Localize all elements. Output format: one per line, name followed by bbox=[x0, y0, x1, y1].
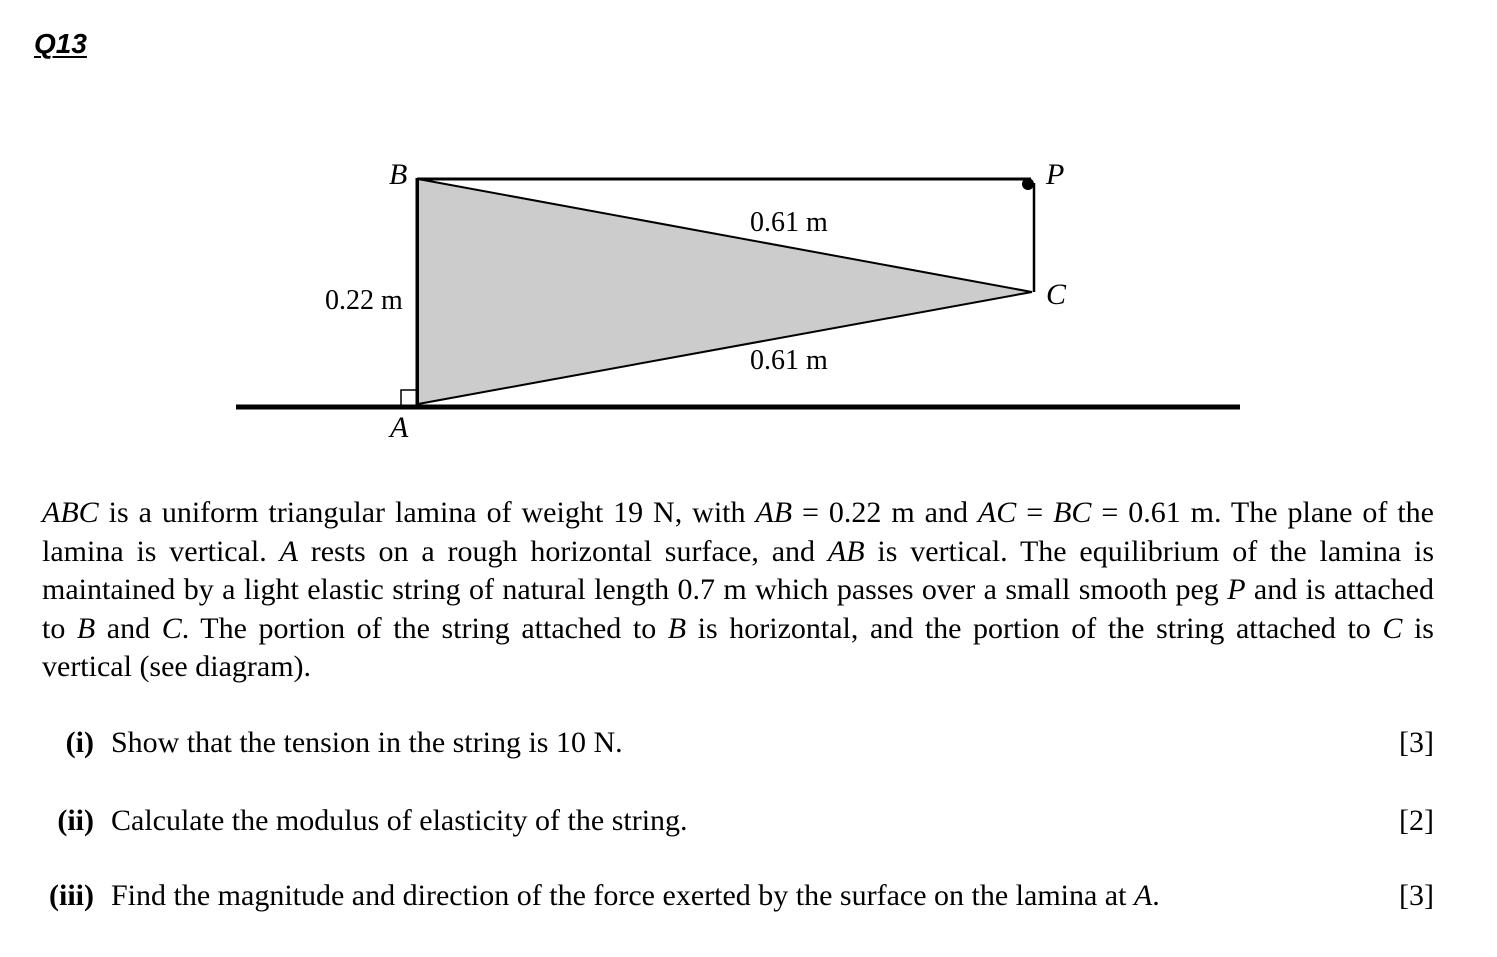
label-bc-length: 0.61 m bbox=[750, 207, 828, 238]
part-ii-text: Calculate the modulus of elasticity of the string. bbox=[111, 804, 688, 837]
part-iii bbox=[0, 876, 1497, 916]
part-iii-marks: [3] bbox=[1399, 879, 1434, 912]
part-i-marks: [3] bbox=[1399, 726, 1434, 759]
label-c: C bbox=[1046, 278, 1067, 311]
part-ii-marks: [2] bbox=[1399, 804, 1434, 837]
question-paragraph: ABC is a uniform triangular lamina of weight 19 N, with AB = 0.22 m and AC = BC = 0.61 m. The plane of the lamina is vertical. A rests on a rough horizontal surface, and AB is vertical. The equilibrium of the lamina is maintained by a light elastic string of natural length 0.7 m which passes over a small smooth peg P and is attached to B and C. The portion of the string attached to B is horizontal, and the portion of the string attached to C is vertical (see diagram). bbox=[42, 496, 1435, 683]
label-a: A bbox=[390, 411, 409, 444]
part-i-label: (i) bbox=[65, 726, 94, 759]
label-ab-length: 0.22 m bbox=[325, 285, 403, 316]
label-b: B bbox=[389, 158, 408, 191]
part-ii-label: (ii) bbox=[57, 804, 94, 837]
part-i-text: Show that the tension in the string is 10 N. bbox=[111, 726, 623, 759]
label-p: P bbox=[1046, 158, 1065, 191]
label-ac-length: 0.61 m bbox=[750, 345, 828, 376]
triangular-lamina bbox=[418, 179, 1032, 404]
part-iii-text: Find the magnitude and direction of the force exerted by the surface on the lamina at A. bbox=[111, 879, 1160, 912]
right-angle-mark bbox=[401, 390, 416, 405]
peg-p bbox=[1022, 178, 1034, 190]
part-iii-label: (iii) bbox=[49, 879, 94, 912]
lamina-diagram bbox=[0, 0, 1497, 470]
part-ii bbox=[0, 801, 1497, 841]
part-i bbox=[0, 723, 1497, 763]
question-number: Q13 bbox=[34, 28, 87, 59]
